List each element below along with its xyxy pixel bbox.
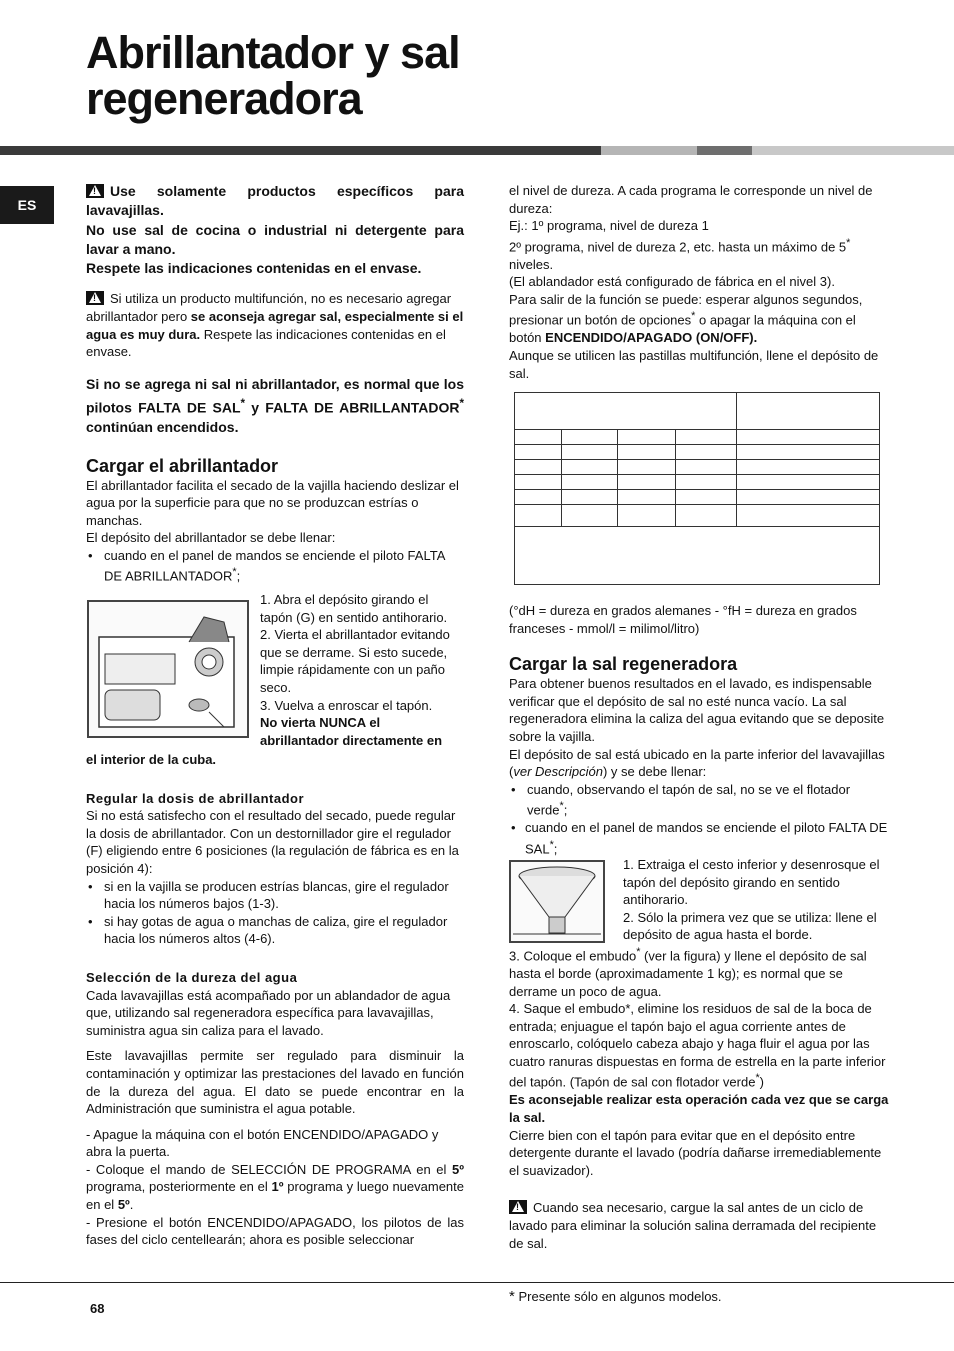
funnel-illustration: [511, 862, 603, 941]
list-item: • cuando en el panel de mandos se enciende el piloto FALTA DE SAL*;: [509, 819, 889, 858]
language-tab: ES: [0, 186, 54, 224]
table-cell: [515, 393, 737, 430]
salt-advice: Es aconsejable realizar esta operación cada vez que se carga la sal.: [509, 1092, 889, 1125]
salt-close-cap: Cierre bien con el tapón para evitar que en el depósito entre detergente durante el lavado (podría dañarse irremediablemente el suavizador).: [509, 1127, 882, 1178]
list-item: • si en la vajilla se producen estrías blancas, gire el regulador hacia los números bajos (1-3).: [86, 878, 464, 913]
warning-icon: [509, 1200, 527, 1214]
warning-multifunction: !Si utiliza un producto multifunción, no es necesario agregar abrillantador pero se aconseja agregar sal, especialmente si el agua es muy dura. Respete las indicaciones contenidas en el envase.: [86, 290, 464, 360]
salt-steps: [623, 856, 889, 944]
pilot-note: Si no se agrega ni sal ni abrillantador, es normal que los pilotos FALTA DE SAL* y FALTA DE ABRILLANTADOR* continúan encendidos.: [86, 375, 464, 435]
rinse-aid-fill: El depósito del abrillantador se debe llenar:: [86, 530, 336, 546]
heading-salt: Cargar la sal regeneradora: [509, 654, 738, 675]
right-column: [509, 182, 889, 382]
exit-function: Para salir de la función se puede: esperar algunos segundos, presionar un botón de opciones* o apagar la máquina con el botón ENCENDIDO/APAGADO (ON/OFF).: [509, 291, 863, 346]
warning-products: !Use solamente productos específicos para lavavajillas. No use sal de cocina o industrial ni detergente para lavar a mano. Respete las indicaciones contenidas en el envase.: [86, 182, 464, 278]
header-bar-mid: [697, 146, 752, 155]
heading-hardness: Selección de la dureza del agua: [86, 969, 298, 985]
salt-warning: !Cuando sea necesario, cargue la sal antes de un ciclo de lavado para eliminar la solución salina derramada del recipiente de sal.: [509, 1199, 889, 1252]
footer-divider: [0, 1282, 954, 1283]
page-title: Abrillantador y sal regeneradora: [86, 27, 460, 124]
dose-text: Si no está satisfecho con el resultado del secado, puede regular la dosis de abrillantador. Con un destornillador gire el regulador (F) eligiendo entre 6 posiciones (la regulación de fábrica es en la posición 4):: [86, 808, 459, 876]
salt-intro: Para obtener buenos resultados en el lavado, es indispensable verificar que el depósito de sal no esté nunca vacío. La sal regeneradora elimina la caliza del agua evitando que se deposite sobre la vajilla.: [509, 676, 885, 744]
hardness-step-2: - Coloque el mando de SELECCIÓN DE PROGRAMA en el 5º programa, posteriormente en el 1º programa y luego nuevamente en el 5º.: [86, 1161, 464, 1213]
warning-icon: [86, 184, 104, 198]
warning-icon: [86, 291, 104, 305]
left-column: [86, 182, 464, 585]
hardness-step-3: - Presione el botón ENCENDIDO/APAGADO, los pilotos de las fases del ciclo centellearán; ahora es posible seleccionar: [86, 1214, 464, 1248]
salt-funnel-figure: [509, 860, 605, 943]
hardness-example-2: 2º programa, nivel de dureza 2, etc. hasta un máximo de 5* niveles.: [509, 236, 851, 272]
units-note: (°dH = dureza en grados alemanes - °fH = dureza en grados franceses - mmol/l = milimol/litro): [509, 603, 857, 636]
dispenser-illustration: [89, 602, 247, 736]
salt-step-4: 4. Saque el embudo*, elimine los residuos de sal de la boca de entrada; enjuague el tapón bajo el agua corriente antes de enroscarlo, colóquelo cabeza abajo y haga fluir el agua por las cuatro ranuras dispuestas en forma de estrella en la parte inferior del tapón. (Tapón de sal con flotador verde*): [509, 1001, 886, 1090]
table-cell: [737, 393, 880, 430]
left-column-lower: [86, 751, 464, 1249]
step-warning-end: el interior de la cuba.: [86, 752, 217, 767]
step-3: 3. Vuelva a enroscar el tapón.: [260, 697, 433, 713]
header-bar-dark: [0, 146, 601, 155]
salt-location: El depósito de sal está ubicado en la parte inferior del lavavajillas (ver Descripción) y se debe llenar:: [509, 746, 885, 780]
footnote: * Presente sólo en algunos modelos.: [509, 1288, 722, 1305]
salt-step-1: 1. Extraiga el cesto inferior y desenrosque el tapón del depósito girando en sentido antihorario.: [623, 857, 880, 908]
header-bar-light2: [752, 146, 954, 155]
step-1: 1. Abra el depósito girando el tapón (G) en sentido antihorario.: [260, 592, 448, 625]
header-bar-light: [601, 146, 697, 155]
step-2: 2. Vierta el abrillantador evitando que se derrame. Si esto sucede, limpie rápidamente con un paño seco.: [260, 627, 450, 695]
factory-setting: (El ablandador está configurado de fábrica en el nivel 3).: [509, 274, 835, 290]
hardness-level-text: el nivel de dureza. A cada programa le corresponde un nivel de dureza:: [509, 183, 873, 216]
rinse-aid-intro: El abrillantador facilita el secado de la vajilla haciendo deslizar el agua por la superficie para que no se produzcan estrías o manchas.: [86, 477, 459, 528]
heading-dose: Regular la dosis de abrillantador: [86, 790, 305, 806]
hardness-table: [514, 392, 880, 585]
hardness-example: Ej.: 1º programa, nivel de dureza 1: [509, 218, 709, 234]
hardness-step-1: - Apague la máquina con el botón ENCENDIDO/APAGADO y abra la puerta.: [86, 1126, 439, 1160]
list-item: • cuando, observando el tapón de sal, no se ve el flotador verde*;: [509, 781, 889, 820]
hardness-text: Este lavavajillas permite ser regulado para disminuir la contaminación y optimizar las prestaciones del lavado en función de la dureza del agua. El dato se puede encontrar en la Administración que suministra el agua potable.: [86, 1048, 464, 1117]
salt-step-3: 3. Coloque el embudo* (ver la figura) y llene el depósito de sal hasta el borde (aproximadamente 1 kg); es normal que se derrame un poco de agua.: [509, 946, 867, 999]
salt-step-2: 2. Sólo la primera vez que se utiliza: llene el depósito de agua hasta el borde.: [623, 909, 877, 943]
hardness-intro: Cada lavavajillas está acompañado por un ablandador de agua que, utilizando sal regeneradora específica para lavavajillas, suministra agua sin caliza para el lavado.: [86, 987, 451, 1038]
right-column-bottom: [509, 944, 889, 1252]
multifunction-note: Aunque se utilicen las pastillas multifunción, llene el depósito de sal.: [509, 348, 879, 381]
right-column-lower: [509, 602, 889, 858]
rinse-aid-steps: [260, 591, 460, 749]
list-item: • cuando en el panel de mandos se enciende el piloto FALTA DE ABRILLANTADOR*;: [86, 547, 464, 586]
list-item: • si hay gotas de agua o manchas de caliza, gire el regulador hacia los números altos (4-6).: [86, 913, 464, 948]
heading-rinse-aid: Cargar el abrillantador: [86, 455, 279, 476]
step-warning: No vierta NUNCA el abrillantador directamente en: [260, 715, 443, 748]
table-cell: [515, 527, 880, 585]
page-number: 68: [90, 1301, 105, 1316]
rinse-aid-figure: [87, 600, 249, 738]
